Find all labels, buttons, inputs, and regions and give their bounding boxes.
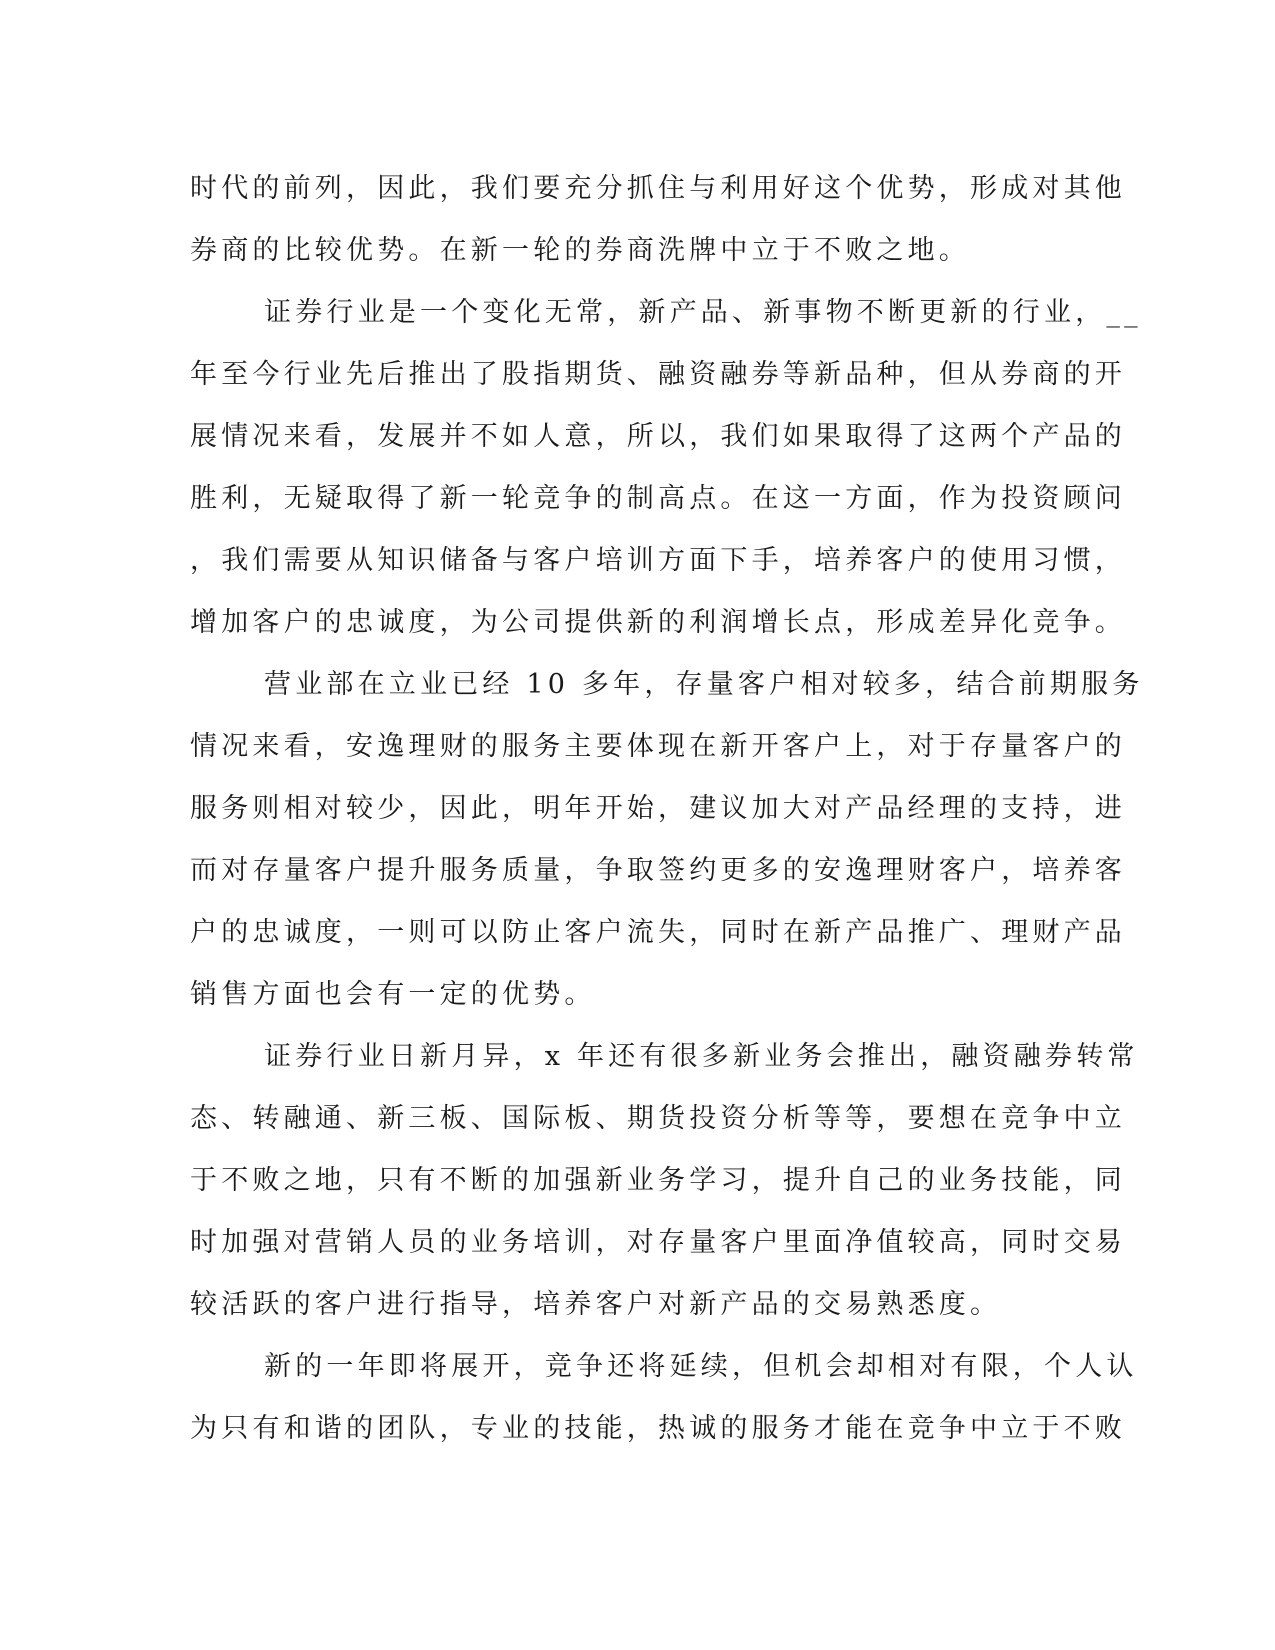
- text-line: 为只有和谐的团队，专业的技能，热诚的服务才能在竞争中立于不败: [190, 1413, 1126, 1444]
- text-line: 而对存量客户提升服务质量，争取签约更多的安逸理财客户，培养客: [190, 855, 1126, 886]
- text-line: 态、转融通、新三板、国际板、期货投资分析等等，要想在竞争中立: [190, 1103, 1126, 1134]
- text-line: 增加客户的忠诚度，为公司提供新的利润增长点，形成差异化竞争。: [190, 607, 1126, 638]
- text-line: 年至今行业先后推出了股指期货、融资融券等新品种，但从券商的开: [190, 359, 1126, 390]
- paragraph-first-line: 营业部在立业已经 10 多年，存量客户相对较多，结合前期服务: [264, 669, 1144, 700]
- text-line: 于不败之地，只有不断的加强新业务学习，提升自己的业务技能，同: [190, 1165, 1126, 1196]
- text-line: 销售方面也会有一定的优势。: [190, 979, 596, 1010]
- text-line: 较活跃的客户进行指导，培养客户对新产品的交易熟悉度。: [190, 1289, 1002, 1320]
- body-text: [190, 158, 1144, 1460]
- paragraph-first-line: 证券行业是一个变化无常，新产品、新事物不断更新的行业，__: [264, 297, 1142, 328]
- paragraph-first-line: 证券行业日新月异，x 年还有很多新业务会推出，融资融券转常: [264, 1041, 1139, 1072]
- text-line: 时代的前列，因此，我们要充分抓住与利用好这个优势，形成对其他: [190, 173, 1126, 204]
- text-line: 胜利，无疑取得了新一轮竞争的制高点。在这一方面，作为投资顾问: [190, 483, 1126, 514]
- text-line: 展情况来看，发展并不如人意，所以，我们如果取得了这两个产品的: [190, 421, 1126, 452]
- text-line: 服务则相对较少，因此，明年开始，建议加大对产品经理的支持，进: [190, 793, 1126, 824]
- text-line: 时加强对营销人员的业务培训，对存量客户里面净值较高，同时交易: [190, 1227, 1126, 1258]
- paragraph-first-line: 新的一年即将展开，竞争还将延续，但机会却相对有限，个人认: [264, 1351, 1138, 1382]
- text-line: 券商的比较优势。在新一轮的券商洗牌中立于不败之地。: [190, 235, 970, 266]
- text-line: 户的忠诚度，一则可以防止客户流失，同时在新产品推广、理财产品: [190, 917, 1126, 948]
- text-line: ，我们需要从知识储备与客户培训方面下手，培养客户的使用习惯，: [190, 545, 1126, 576]
- text-line: 情况来看，安逸理财的服务主要体现在新开客户上，对于存量客户的: [190, 731, 1126, 762]
